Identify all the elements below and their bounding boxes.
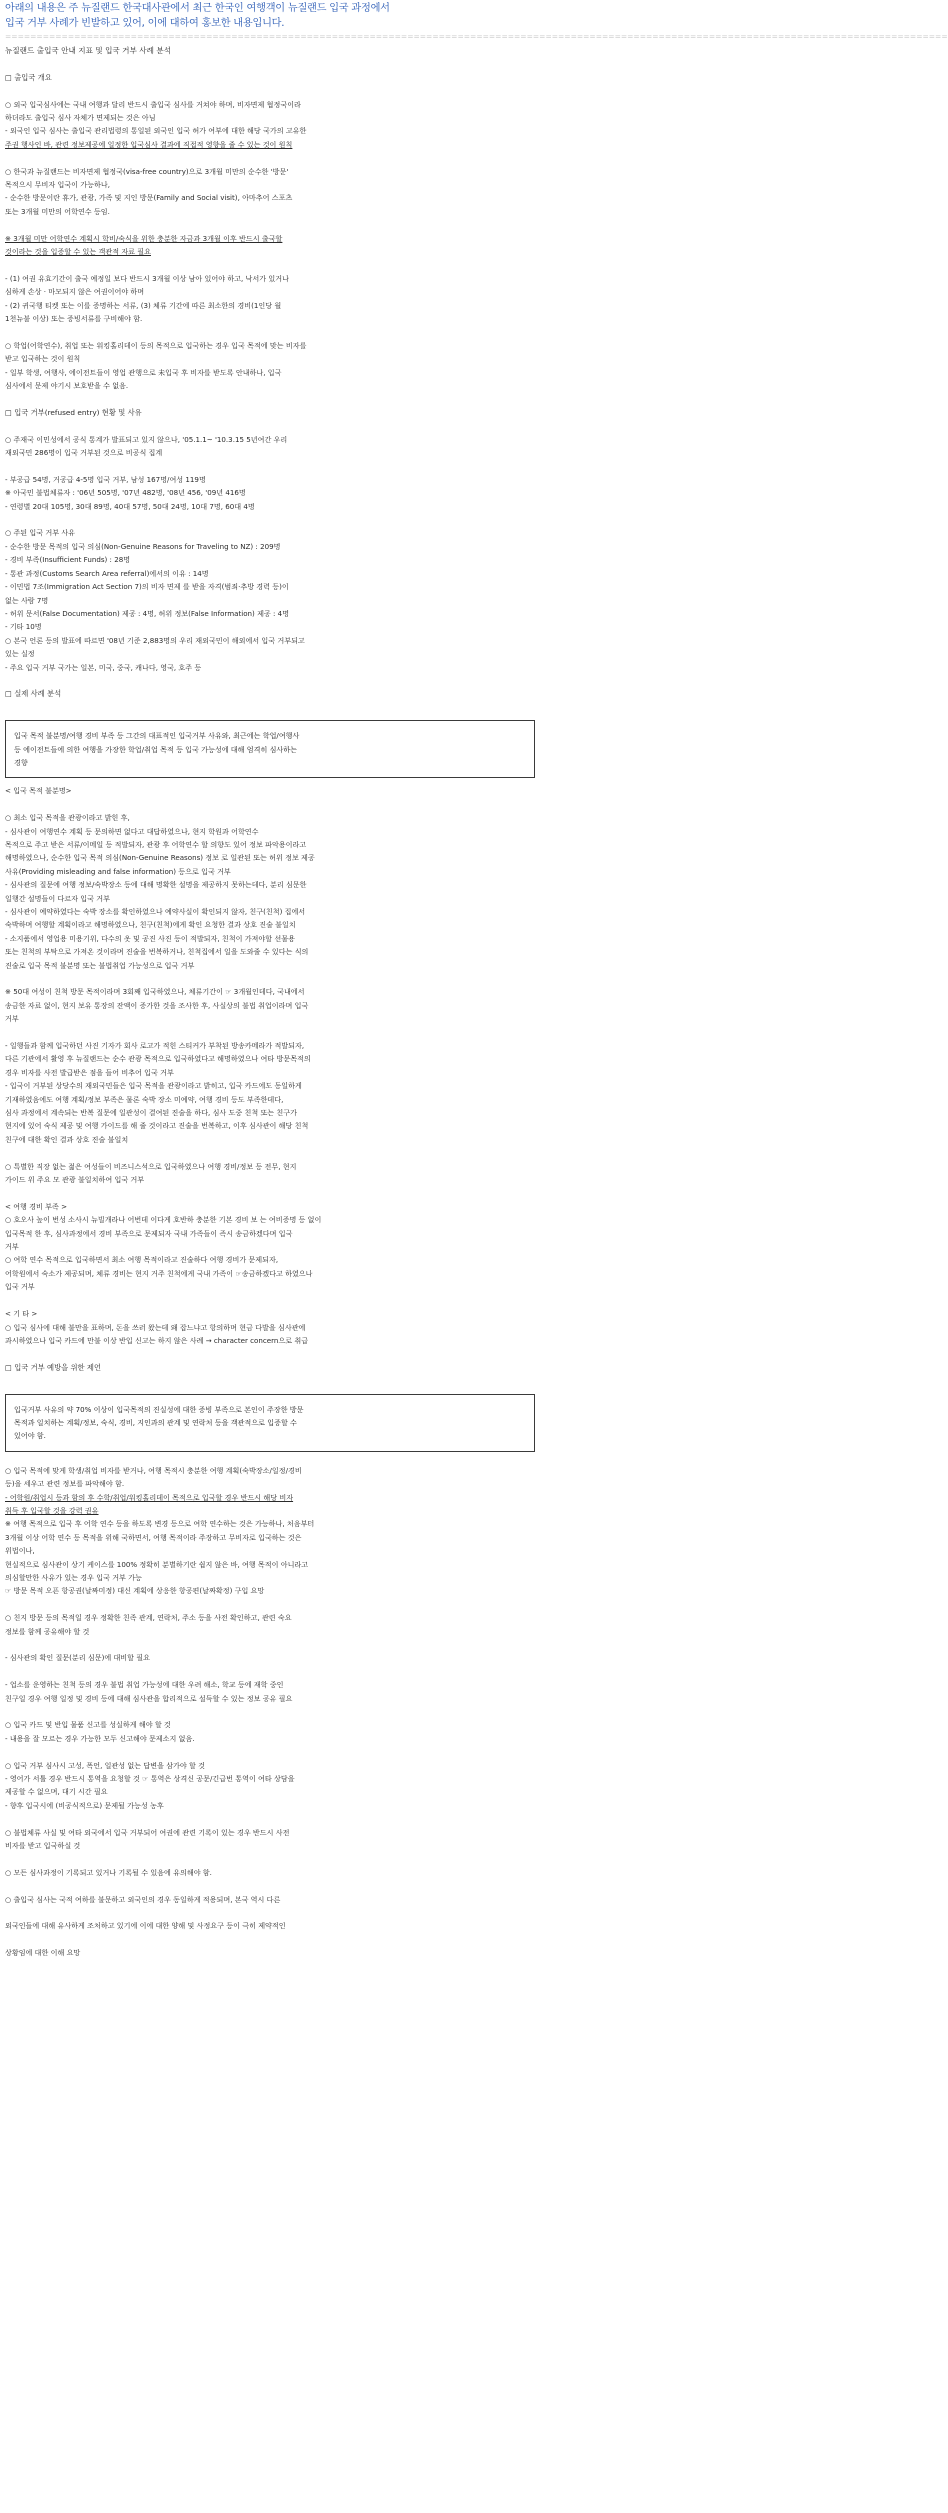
paragraph <box>5 433 535 460</box>
paragraph <box>5 811 535 972</box>
text-line: 외국인들에 대해 유사하게 조처하고 있기에 이에 대한 양해 및 사정요구 등이 극히 제약적인 <box>5 1921 286 1931</box>
text-line: 목적과 일치하는 계획/정보, 숙식, 경비, 지인과의 관계 및 연락처 등을 객관적으로 입증할 수 <box>14 1417 297 1427</box>
paragraph <box>5 1678 535 1705</box>
text-line: ※ 3개월 미만 어학연수 계획시 학비/숙식을 위한 충분한 자금과 3개월 이후 반드시 출국할 <box>5 233 283 243</box>
text-line: 제공할 수 없으며, 대기 시간 필요 <box>5 1787 108 1797</box>
paragraph <box>5 526 535 633</box>
text-line: 주권 행사인 바, 관련 정보제공에 일정한 입국심사 결과에 직접적 영향을 줄 수 있는 것이 원칙 <box>5 139 293 149</box>
spacer <box>5 1294 535 1307</box>
spacer <box>5 1598 535 1611</box>
spacer <box>5 218 535 231</box>
spacer <box>5 1638 535 1651</box>
paragraph <box>5 1759 535 1813</box>
text-line: 등)을 세우고 관련 정보를 파악해야 함. <box>5 1479 125 1489</box>
text-line: 등 에이전트들에 의한 여행을 가장한 학업/취업 목적 등 입국 가능성에 대해 엄격히 심사하는 <box>14 744 297 754</box>
section-heading: □ 실제 사례 분석 <box>5 689 62 699</box>
text-line: 정보를 함께 공유해야 할 것 <box>5 1626 90 1636</box>
spacer <box>5 419 535 432</box>
text-line: 경향 <box>14 757 28 767</box>
text-line: ○ 모든 심사과정이 기록되고 있거나 기록될 수 있음에 유의해야 함. <box>5 1867 212 1877</box>
text-line: - 심사관의 확인 질문(분리 심문)에 대비할 필요 <box>5 1653 150 1663</box>
paragraph <box>5 1160 535 1187</box>
text-line: ○ 친지 방문 등의 목적일 경우 정확한 친족 관계, 연락처, 주소 등을 사전 확인하고, 관련 숙요 <box>5 1613 292 1623</box>
text-line: 비자를 받고 입국하실 것 <box>5 1841 81 1850</box>
text-line: 일행간 설명들이 다르자 입국 거부 <box>5 893 110 903</box>
text-line: 친구일 경우 여행 일정 및 경비 등에 대해 심사관을 합리적으로 설득할 수 있는 정보 공유 필요 <box>5 1693 293 1703</box>
text-line: ○ 본국 언론 등의 발표에 따르면 '08년 기준 2,883명의 우리 재외국민이 해외에서 입국 거부되고 <box>5 635 305 645</box>
text-line: - 업소를 운영하는 친척 등의 경우 불법 취업 가능성에 대한 우려 해소, 학교 등에 재학 중인 <box>5 1680 284 1690</box>
text-line: 진술로 입국 목적 불분명 또는 불법취업 가능성으로 입국 거부 <box>5 960 195 970</box>
text-line: 3개월 이상 어학 연수 등 목적을 위해 국하면서, 여행 목적이라 주장하고 무비자로 입국하는 것은 <box>5 1532 302 1542</box>
spacer <box>5 1933 535 1946</box>
paragraph <box>5 473 535 513</box>
paragraph <box>5 1039 535 1146</box>
text-line: < 입국 목적 불분명> <box>5 786 72 796</box>
spacer <box>5 459 535 472</box>
text-line: 받고 입국하는 것이 원칙 <box>5 354 81 364</box>
spacer <box>5 84 535 97</box>
text-line: - (1) 여권 유효기간이 출국 예정일 보다 반드시 3개월 이상 남아 있어야 하고, 낙서가 있거나 <box>5 273 289 283</box>
text-line: 다른 기관에서 활영 후 뉴질랜드는 순수 관광 목적으로 입국하였다고 해명하였으나 여타 방문목적의 <box>5 1054 311 1064</box>
text-line: 목적으시 무비자 입국이 가능하나, <box>5 180 110 190</box>
text-line: 어학원에서 숙소가 제공되며, 체류 경비는 현지 거주 친척에게 국내 가족이 ☞송금하겠다고 하였으나 <box>5 1268 313 1278</box>
text-line: ○ 외국 입국심사에는 국내 여행과 달리 반드시 출입국 심사를 거쳐야 하며, 비자면제 협정국이라 <box>5 99 301 109</box>
text-line: < 여행 경비 부족 > <box>5 1201 68 1211</box>
callout-box <box>5 1394 535 1452</box>
text-line: 친구에 대한 확인 결과 상호 진술 불일치 <box>5 1134 129 1144</box>
text-line: - 외국인 입국 심사는 출입국 관리법령의 통일된 외국인 입국 허가 여부에 대한 해당 국가의 고유한 <box>5 126 307 136</box>
text-line: 하더라도 출입국 심사 자체가 면제되는 것은 아님 <box>5 113 156 122</box>
text-line: 가이드 위 주요 모 관광 불일치하여 입국 거부 <box>5 1175 145 1185</box>
intro-line: 아래의 내용은 주 뉴질랜드 한국대사관에서 최근 한국인 여행객이 뉴질랜드 입국 과정에서 <box>5 3 390 14</box>
text-line: - 심사관이 여행연수 계획 등 문의하면 없다고 대답하였으나, 현지 학원과 어학연수 <box>5 826 259 836</box>
section-heading: □ 입국 거부 예방을 위한 제언 <box>5 1362 102 1372</box>
text-line: 숙박하며 여행할 계획이라고 해명하였으나, 친구(친척)에게 확인 요청한 결과 상호 진술 불일치 <box>5 920 296 930</box>
spacer <box>5 1906 535 1919</box>
text-line: 있어야 함. <box>14 1431 46 1441</box>
text-line: - 연령별 20대 105명, 30대 89명, 40대 57명, 50대 24명, 10대 7명, 60대 4명 <box>5 501 255 511</box>
text-line: - 내용을 잘 모르는 경우 가능한 모두 신고해야 문제소지 없음. <box>5 1733 195 1743</box>
spacer <box>5 1665 535 1678</box>
text-line: ○ 입국 카드 및 반입 물품 신고를 성실하게 해야 할 것 <box>5 1720 171 1730</box>
paragraph <box>5 1893 535 1906</box>
text-line: ※ 여행 목적으로 입국 후 어학 연수 등을 하도록 변경 등으로 여학 연수하는 것은 가능하나, 처음부터 <box>5 1519 315 1529</box>
text-line: - 일부 학생, 여행사, 에이전트들이 영업 관행으로 未입국 후 비자를 받도록 안내하나, 입국 <box>5 367 282 377</box>
text-line: 입국목적 한 후, 심사과정에서 경비 부족으로 문제되자 국내 가족들이 즉시 송금하겠다며 입국 <box>5 1228 293 1238</box>
text-line: - 향후 입국시에 (비공식적으로) 문제될 가능성 농후 <box>5 1800 164 1810</box>
divider-line: ====================================================================================================================================================== <box>5 32 948 41</box>
document-title: 뉴질랜드 출입국 안내 지표 및 입국 거부 사례 분석 <box>5 46 172 55</box>
text-line: 의심할만한 사유가 있는 경우 입국 거부 가능 <box>5 1572 142 1582</box>
text-line: 위법이나, <box>5 1546 35 1556</box>
text-line: ○ 입국 목적에 맞게 학생/취업 비자를 받거나, 여행 목적시 충분한 여행 계획(숙박장소/일정/경비 <box>5 1465 302 1475</box>
text-line: 심사에서 문제 야기시 보호받을 수 없음. <box>5 381 129 391</box>
paragraph <box>5 1718 535 1745</box>
text-line: - 부공급 54명, 거공급 4-5명 입국 거부, 남성 167명/여성 119명 <box>5 474 206 484</box>
spacer <box>5 1812 535 1825</box>
text-line: 거부 <box>5 1014 19 1024</box>
paragraph <box>5 232 535 259</box>
text-line: ○ 특별한 직장 없는 젊은 여성들이 비즈니스석으로 입국하였으나 여행 경비/정보 등 전무, 현지 <box>5 1161 297 1171</box>
spacer <box>5 674 535 687</box>
text-line: ※ 50대 여성이 친척 방문 목적이라며 3회째 입국하였으나, 체류기간이 ☞ 3개월인데다, 국내에서 <box>5 987 305 997</box>
text-line: 없는 사람 7명 <box>5 595 49 605</box>
paragraph <box>5 985 535 1025</box>
spacer <box>5 1879 535 1892</box>
text-line: - 심사관이 예약하였다는 숙박 장소를 확인하였으나 예약사실이 확인되지 않자, 친구(친척) 집에서 <box>5 906 306 916</box>
spacer <box>5 1186 535 1199</box>
text-line: - 이민법 7조(Immigration Act Section 7)의 비자 면제 를 받을 자격(범죄·추방 경력 등)이 <box>5 582 289 592</box>
text-line: 상황임에 대한 이해 요망 <box>5 1948 81 1958</box>
text-line: - 심사관의 질문에 여행 정보/숙박장소 등에 대해 명확한 설명을 제공하지 못하는데다, 분리 심문한 <box>5 880 307 890</box>
spacer <box>5 1026 535 1039</box>
spacer <box>5 972 535 985</box>
text-line: - 입국이 거부된 상당수의 재외국민들은 입국 목적을 관광이라고 밝히고, 입국 카드에도 동일하게 <box>5 1081 302 1091</box>
text-line: ☞ 방문 목적 오픈 항공권(날짜미정) 대신 계획에 상응한 항공편(날짜확정) 구입 요망 <box>5 1586 265 1596</box>
text-line: 송금한 자료 없이, 현지 보유 통장의 잔액이 증가한 것을 조사한 후, 사실상의 불법 취업이라며 입국 <box>5 1000 309 1010</box>
text-line: - 일행들과 함께 입국하던 사진 기자가 회사 로고가 적힌 스티커가 부착된 방송카메라가 적발되자, <box>5 1041 305 1051</box>
text-line: 심하게 손상 · 마모되지 않은 여권이어야 하며 <box>5 287 145 297</box>
spacer <box>5 1705 535 1718</box>
document-body <box>5 57 535 1959</box>
text-line: 현지에 있어 숙식 제공 및 여행 가이드를 해 줄 것이라고 진술을 번복하고, 이후 심사관이 해당 친척 <box>5 1121 309 1131</box>
spacer <box>5 151 535 164</box>
paragraph <box>5 784 535 797</box>
text-line: - (2) 귀국행 티켓 또는 이를 증명하는 서류, (3) 체류 기간에 따른 최소한의 경비(1인당 월 <box>5 300 282 310</box>
spacer <box>5 701 535 714</box>
text-line: 과시하였으나 입국 카드에 만불 이상 반입 신고는 하지 않은 사례 → character concern으로 취급 <box>5 1335 309 1345</box>
text-line: 심사 과정에서 계속되는 반복 질문에 일관성이 결여된 진술을 하다, 심사 도중 친척 또는 친구가 <box>5 1108 297 1118</box>
paragraph <box>5 1611 535 1638</box>
intro-line: 입국 거부 사례가 빈발하고 있어, 이에 대하여 홍보한 내용입니다. <box>5 18 285 29</box>
text-line: ○ 출입국 심사는 국적 여하를 불문하고 외국인의 경우 동일하게 적용되며, 본국 역시 다른 <box>5 1894 281 1904</box>
text-line: 입국 거부 <box>5 1282 35 1292</box>
paragraph <box>5 1464 535 1518</box>
text-line: - 어학원/취업시 등과 함의 후 수학/취업/워킹홀리데이 목적으로 입국할 경우 반드시 해당 비자 <box>5 1492 294 1502</box>
text-line: - 주요 입국 거부 국가는 일본, 미국, 중국, 캐나다, 영국, 호주 등 <box>5 662 202 672</box>
spacer <box>5 798 535 811</box>
text-line: ○ 주재국 이민성에서 공식 통계가 발표되고 있지 않으나, '05.1.1~ '10.3.15 5년여간 우리 <box>5 434 288 444</box>
text-line: ○ 학업(어학연수), 취업 또는 워킹홀리데이 등의 목적으로 입국하는 경우 입국 목적에 맞는 비자를 <box>5 340 307 350</box>
section-heading: □ 출입국 개요 <box>5 72 52 82</box>
text-line: - 통관 과정(Customs Search Area referral)에서의 이유 : 14명 <box>5 568 209 578</box>
text-line: 재외국민 286명이 입국 거부된 것으로 비공식 집계 <box>5 448 163 458</box>
text-line: 취득 후 입국할 것을 강력 권유 <box>5 1505 99 1515</box>
text-line: 입국거부 사유의 약 70% 이상이 입국목적의 진실성에 대한 증빙 부족으로 본인이 주장한 방문 <box>14 1404 304 1414</box>
text-line: ○ 여학 연수 목적으로 입국하면서 최소 여행 목적이라고 진술하다 여행 경비가 문제되자, <box>5 1255 279 1265</box>
callout-box <box>5 720 535 778</box>
paragraph <box>5 1919 535 1932</box>
text-line: ○ 불법체류 사실 및 여타 외국에서 입국 거부되어 여권에 관련 기록이 있는 경우 반드시 사전 <box>5 1827 290 1837</box>
text-line: - 허위 문서(False Documentation) 제공 : 4명, 허위 정보(False Information) 제공 : 4명 <box>5 608 290 618</box>
spacer <box>5 1852 535 1865</box>
text-line: 경우 비자를 사전 발급받은 점을 들어 비추어 입국 거부 <box>5 1067 174 1077</box>
paragraph <box>5 272 535 326</box>
spacer <box>5 1146 535 1159</box>
text-line: 것이라는 것을 입증할 수 있는 객관적 자료 필요 <box>5 247 151 257</box>
paragraph <box>5 339 535 393</box>
text-line: ○ 주된 입국 거부 사유 <box>5 528 76 538</box>
text-line: < 기 타 > <box>5 1309 38 1319</box>
paragraph <box>5 1826 535 1853</box>
text-line: ○ 입국 심사에 대해 불만을 표하며, 돈을 쓰러 왔는데 왜 잡느냐고 항의하며 현금 다발을 심사관에 <box>5 1322 306 1332</box>
paragraph <box>5 634 535 674</box>
text-line: - 소지품에서 영업용 미용기위, 다수의 옷 및 공진 사진 등이 적발되자, 친척이 가져야할 선물용 <box>5 933 295 943</box>
paragraph <box>5 1517 535 1597</box>
text-line: 입국 목적 불분명/여행 경비 부족 등 그간의 대표적인 입국거부 사유와, 최근에는 학업/여행사 <box>14 731 300 741</box>
text-line: 목적으로 주고 받은 서류/이메일 등 적발되자, 관광 후 어학연수 할 의향도 있어 정보 파악용이라고 <box>5 839 307 849</box>
spacer <box>5 258 535 271</box>
text-line: 있는 실정 <box>5 649 35 659</box>
paragraph <box>5 1307 535 1347</box>
text-line: - 경비 부족(Insufficient Funds) : 28명 <box>5 555 131 565</box>
paragraph <box>5 1651 535 1664</box>
text-line: 해명하였으나, 순수한 입국 목적 의심(Non-Genuine Reasons) 정보 로 일관된 또는 허위 정보 제공 <box>5 853 315 863</box>
text-line: 1천뉴불 이상) 또는 증빙서류를 구비해야 함. <box>5 314 143 324</box>
text-line: 거부 <box>5 1242 19 1252</box>
spacer <box>5 1745 535 1758</box>
paragraph <box>5 165 535 219</box>
text-line: 기재하였음에도 여행 계획/정보 부족은 물론 숙박 장소 미예약, 여행 경비 등도 부족한데다, <box>5 1094 284 1104</box>
text-line: ○ 최소 입국 목적을 관광이라고 밝힌 후, <box>5 813 130 823</box>
spacer <box>5 513 535 526</box>
text-line: - 순수한 방문이란 휴가, 관광, 가족 및 지인 방문(Family and Social visit), 아마추어 스포츠 <box>5 193 293 203</box>
section-heading: □ 입국 거부(refused entry) 현황 및 사유 <box>5 407 142 417</box>
spacer <box>5 1347 535 1360</box>
spacer <box>5 325 535 338</box>
text-line: - 영어가 서툴 경우 반드시 통역을 요청할 것 ☞ 통역은 상격신 공문/긴급번 통역이 여타 상담을 <box>5 1773 295 1783</box>
text-line: ○ 한국과 뉴질랜드는 비자면제 협정국(visa-free country)으로 3개월 미만의 순수한 '방문' <box>5 166 289 176</box>
spacer <box>5 57 535 70</box>
text-line: 또는 친척의 부탁으로 가져온 것이라며 진술을 번복하거나, 친척집에서 일을 도와줄 수 있다는 식의 <box>5 947 309 957</box>
paragraph <box>5 1200 535 1294</box>
paragraph <box>5 98 535 152</box>
spacer <box>5 1374 535 1387</box>
spacer <box>5 392 535 405</box>
text-line: - 순수한 방문 목적의 입국 의심(Non-Genuine Reasons for Traveling to NZ) : 209명 <box>5 541 281 551</box>
paragraph <box>5 1866 535 1879</box>
text-line: ※ 아국민 불법체류자 : '06년 505명, '07년 482명, '08년 456, '09년 416명 <box>5 488 246 498</box>
intro-notice <box>5 1 535 31</box>
text-line: ○ 호오사 높이 번성 소사시 뉴빌개라나 어번데 이다게 호반하 충분한 기본 경비 보 는 여비증명 등 없이 <box>5 1215 322 1225</box>
text-line: ○ 입국 거부 심사시 고성, 폭언, 일관성 없는 답변을 삼가야 할 것 <box>5 1760 205 1770</box>
text-line: 현실적으로 심사관이 상기 케이스를 100% 정확히 분별하기란 쉽지 않은 바, 여행 목적이 아니라고 <box>5 1559 309 1569</box>
text-line: 또는 3개월 미만의 어학연수 등임. <box>5 206 110 216</box>
text-line: - 기타 10명 <box>5 622 42 632</box>
paragraph <box>5 1946 535 1959</box>
text-line: 사유(Providing misleading and false information) 등으로 입국 거부 <box>5 866 231 876</box>
